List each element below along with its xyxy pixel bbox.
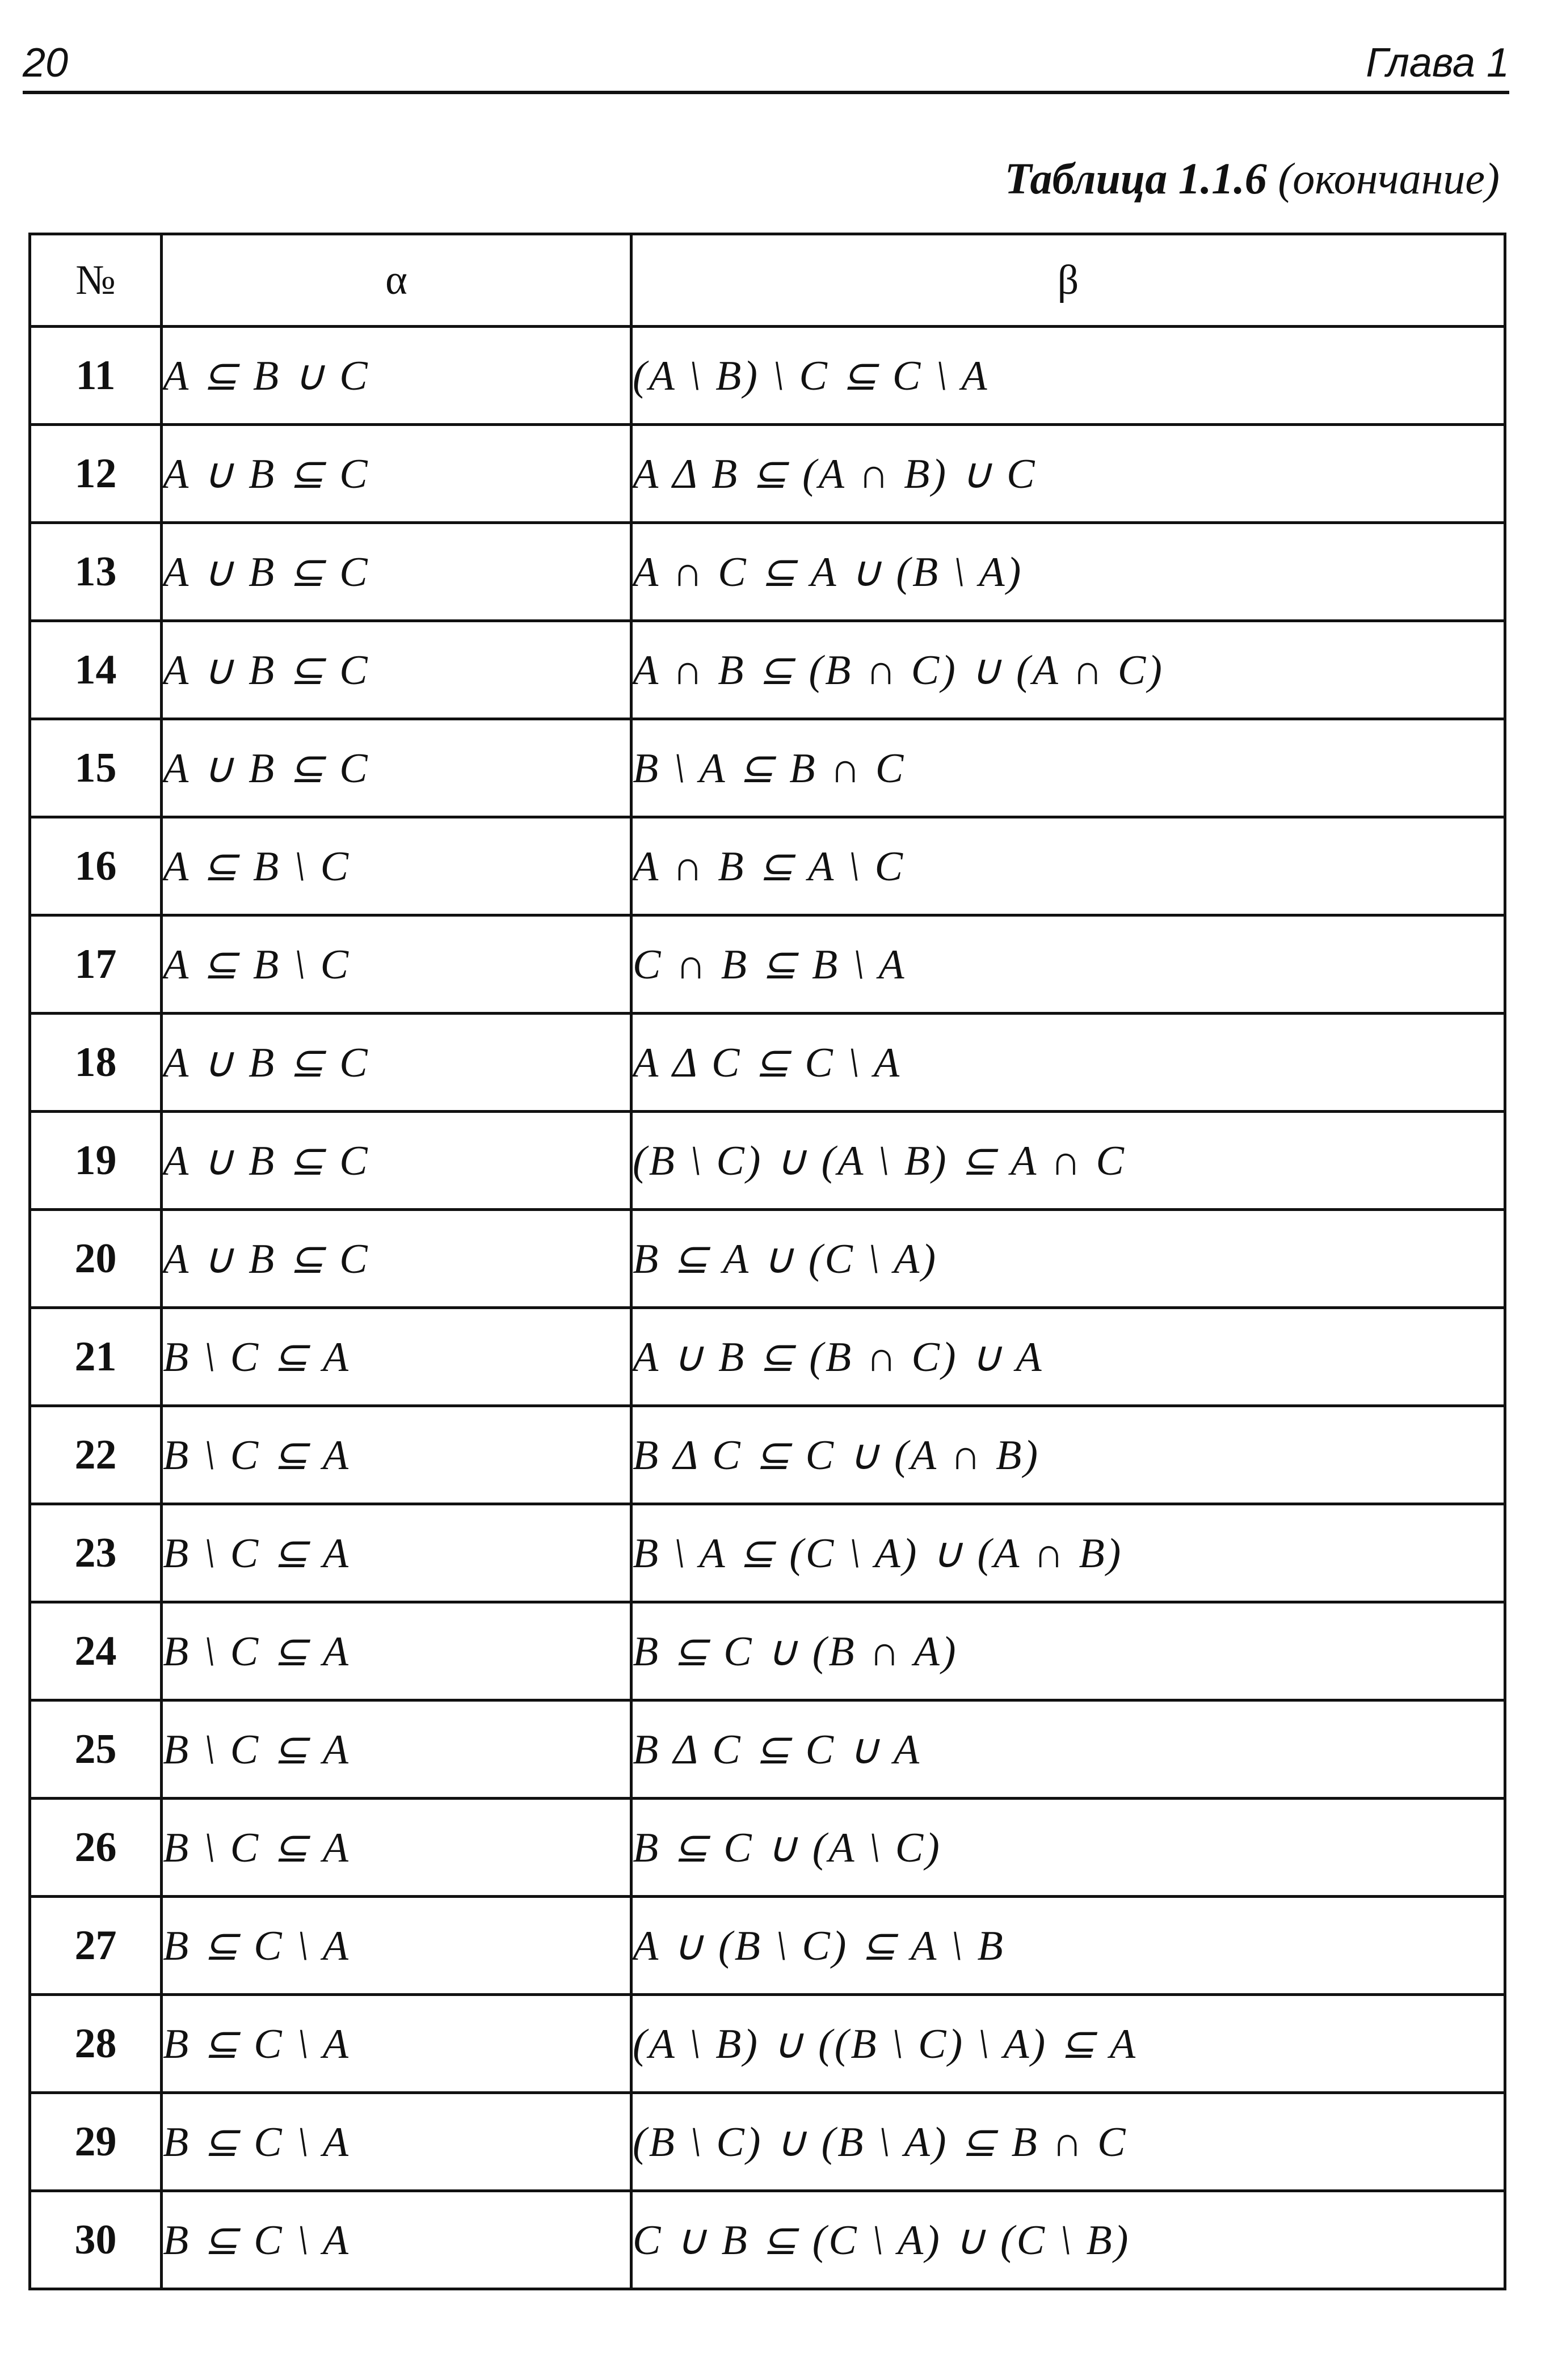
table-body: [30, 327, 1505, 2289]
beta-formula: B Δ C ⊆ C ∪ A: [632, 1700, 1505, 1799]
alpha-formula: B ⊆ C \ A: [162, 2191, 632, 2289]
alpha-formula: A ⊆ B \ C: [162, 817, 632, 915]
table-row: [30, 1308, 1505, 1406]
alpha-formula: A ∪ B ⊆ C: [162, 1210, 632, 1308]
beta-formula: (A \ B) ∪ ((B \ C) \ A) ⊆ A: [632, 1995, 1505, 2093]
row-number: 15: [30, 719, 162, 817]
alpha-formula: A ⊆ B \ C: [162, 915, 632, 1014]
beta-formula: (A \ B) \ C ⊆ C \ A: [632, 327, 1505, 425]
beta-formula: A Δ B ⊆ (A ∩ B) ∪ C: [632, 425, 1505, 523]
beta-formula: B \ A ⊆ B ∩ C: [632, 719, 1505, 817]
table-header-row: [30, 234, 1505, 327]
alpha-formula: B ⊆ C \ A: [162, 1995, 632, 2093]
alpha-formula: B ⊆ C \ A: [162, 1897, 632, 1995]
row-number: 11: [30, 327, 162, 425]
table-row: [30, 719, 1505, 817]
alpha-formula: A ∪ B ⊆ C: [162, 719, 632, 817]
table-row: [30, 1504, 1505, 1602]
table-row: [30, 1799, 1505, 1897]
row-number: 28: [30, 1995, 162, 2093]
alpha-formula: A ⊆ B ∪ C: [162, 327, 632, 425]
beta-formula: C ∩ B ⊆ B \ A: [632, 915, 1505, 1014]
row-number: 17: [30, 915, 162, 1014]
row-number: 20: [30, 1210, 162, 1308]
beta-formula: A ∩ B ⊆ (B ∩ C) ∪ (A ∩ C): [632, 621, 1505, 719]
beta-formula: B Δ C ⊆ C ∪ (A ∩ B): [632, 1406, 1505, 1504]
beta-formula: C ∪ B ⊆ (C \ A) ∪ (C \ B): [632, 2191, 1505, 2289]
table-row: [30, 621, 1505, 719]
table-row: [30, 1406, 1505, 1504]
formula-table: [28, 233, 1506, 2290]
row-number: 14: [30, 621, 162, 719]
alpha-formula: A ∪ B ⊆ C: [162, 1014, 632, 1112]
beta-formula: A ∪ (B \ C) ⊆ A \ B: [632, 1897, 1505, 1995]
beta-formula: A Δ C ⊆ C \ A: [632, 1014, 1505, 1112]
table-row: [30, 2191, 1505, 2289]
table-row: [30, 327, 1505, 425]
chapter-title: Глава 1: [1366, 40, 1509, 86]
alpha-formula: B \ C ⊆ A: [162, 1504, 632, 1602]
alpha-formula: B \ C ⊆ A: [162, 1602, 632, 1700]
beta-formula: B \ A ⊆ (C \ A) ∪ (A ∩ B): [632, 1504, 1505, 1602]
alpha-formula: B \ C ⊆ A: [162, 1799, 632, 1897]
header-alpha: α: [162, 234, 632, 327]
table-row: [30, 1897, 1505, 1995]
beta-formula: B ⊆ C ∪ (A \ C): [632, 1799, 1505, 1897]
table-title: Таблица 1.1.6: [1004, 154, 1267, 203]
header-number: №: [30, 234, 162, 327]
table-row: [30, 425, 1505, 523]
alpha-formula: B \ C ⊆ A: [162, 1406, 632, 1504]
row-number: 19: [30, 1112, 162, 1210]
row-number: 22: [30, 1406, 162, 1504]
alpha-formula: B \ C ⊆ A: [162, 1308, 632, 1406]
alpha-formula: A ∪ B ⊆ C: [162, 621, 632, 719]
table-row: [30, 1995, 1505, 2093]
beta-formula: B ⊆ A ∪ (C \ A): [632, 1210, 1505, 1308]
table-row: [30, 1112, 1505, 1210]
beta-formula: A ∩ C ⊆ A ∪ (B \ A): [632, 523, 1505, 621]
row-number: 27: [30, 1897, 162, 1995]
alpha-formula: A ∪ B ⊆ C: [162, 1112, 632, 1210]
beta-formula: (B \ C) ∪ (B \ A) ⊆ B ∩ C: [632, 2093, 1505, 2191]
beta-formula: (B \ C) ∪ (A \ B) ⊆ A ∩ C: [632, 1112, 1505, 1210]
alpha-formula: A ∪ B ⊆ C: [162, 523, 632, 621]
row-number: 24: [30, 1602, 162, 1700]
table-row: [30, 1210, 1505, 1308]
table-row: [30, 1602, 1505, 1700]
header-beta: β: [632, 234, 1505, 327]
row-number: 25: [30, 1700, 162, 1799]
alpha-formula: B ⊆ C \ A: [162, 2093, 632, 2191]
row-number: 13: [30, 523, 162, 621]
row-number: 12: [30, 425, 162, 523]
alpha-formula: A ∪ B ⊆ C: [162, 425, 632, 523]
row-number: 29: [30, 2093, 162, 2191]
table-row: [30, 2093, 1505, 2191]
row-number: 23: [30, 1504, 162, 1602]
row-number: 26: [30, 1799, 162, 1897]
table-caption: [1005, 153, 1500, 204]
table-row: [30, 915, 1505, 1014]
beta-formula: A ∪ B ⊆ (B ∩ C) ∪ A: [632, 1308, 1505, 1406]
row-number: 16: [30, 817, 162, 915]
table-caption-note: (окончание): [1278, 154, 1500, 203]
row-number: 18: [30, 1014, 162, 1112]
row-number: 30: [30, 2191, 162, 2289]
table-row: [30, 523, 1505, 621]
page-header: [23, 40, 1509, 94]
beta-formula: B ⊆ C ∪ (B ∩ A): [632, 1602, 1505, 1700]
page-number: 20: [23, 40, 69, 86]
beta-formula: A ∩ B ⊆ A \ C: [632, 817, 1505, 915]
alpha-formula: B \ C ⊆ A: [162, 1700, 632, 1799]
row-number: 21: [30, 1308, 162, 1406]
table-row: [30, 1700, 1505, 1799]
table-row: [30, 817, 1505, 915]
table-row: [30, 1014, 1505, 1112]
